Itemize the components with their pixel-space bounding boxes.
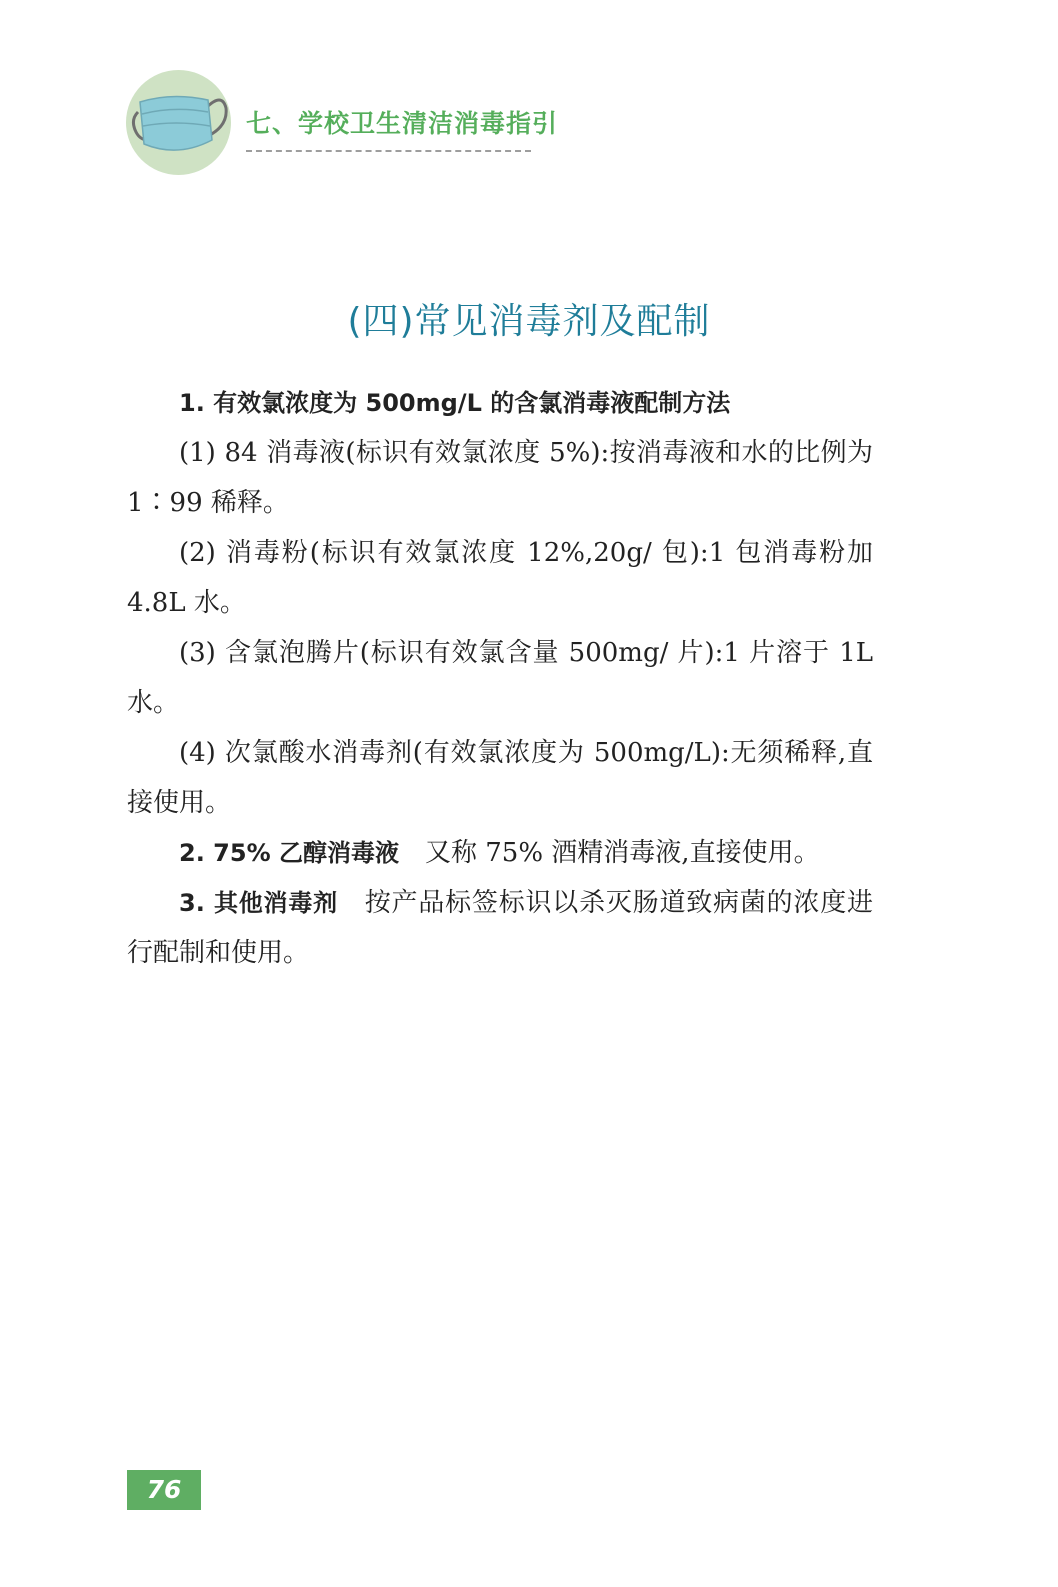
section-title: (四)常见消毒剂及配制 [347, 301, 711, 342]
item-3 [127, 878, 873, 978]
body-text [127, 378, 873, 978]
sub-item-2: (2) 消毒粉(标识有效氯浓度 12%,20g/ 包):1 包消毒粉加 4.8L 水。 [127, 538, 873, 618]
heading-3: 3. 其他消毒剂 [179, 889, 338, 917]
sub-item-4: (4) 次氯酸水消毒剂(有效氯浓度为 500mg/L):无须稀释,直接使用。 [127, 738, 873, 818]
item-2-text: 又称 75% 酒精消毒液,直接使用。 [424, 838, 820, 868]
sub-item-3: (3) 含氯泡腾片(标识有效氯含量 500mg/ 片):1 片溶于 1L 水。 [127, 638, 873, 718]
item-3-text: 按产品标签标识以杀灭肠道致病菌的浓度进行配制和使用。 [127, 888, 873, 968]
chapter-title: 七、学校卫生清洁消毒指引 [246, 109, 559, 138]
chapter-divider [246, 150, 531, 152]
heading-1: 1. 有效氯浓度为 500mg/L 的含氯消毒液配制方法 [179, 389, 731, 417]
page-number: 76 [127, 1470, 201, 1510]
item-2 [127, 828, 873, 878]
sub-item-1: (1) 84 消毒液(标识有效氯浓度 5%):按消毒液和水的比例为 1∶99 稀释。 [127, 438, 873, 518]
face-mask-icon [126, 70, 231, 175]
heading-2: 2. 75% 乙醇消毒液 [179, 839, 399, 867]
chapter-badge [126, 70, 231, 175]
